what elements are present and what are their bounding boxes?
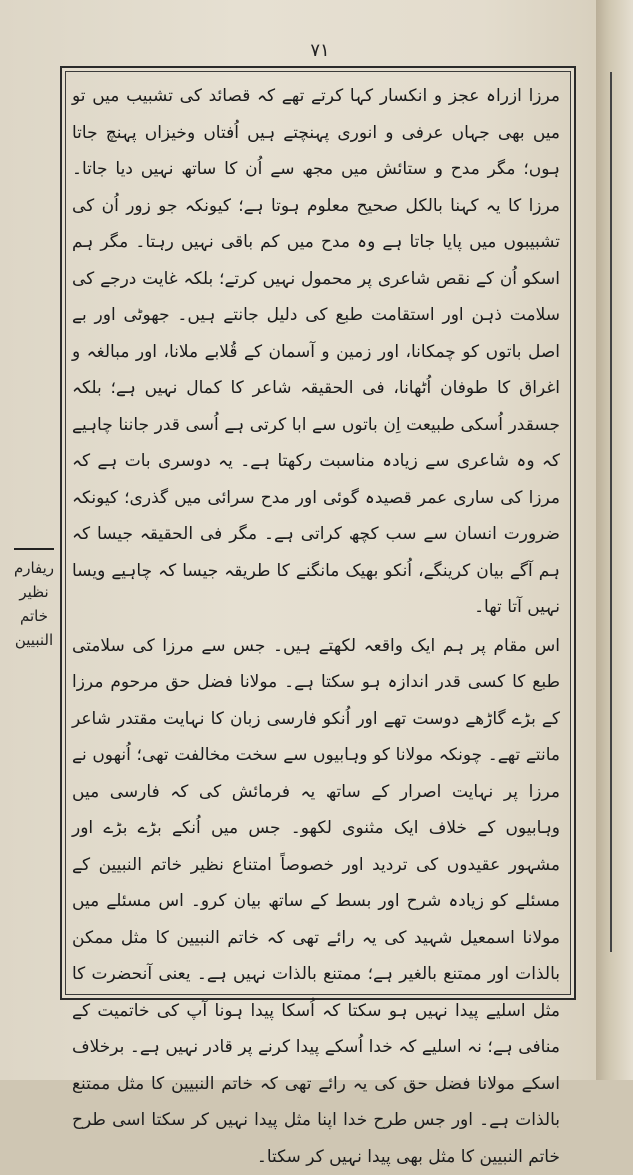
facing-page-edge [596, 0, 633, 1080]
paragraph-1: مرزا ازراہ عجز و انکسار کہا کرتے تھے کہ قصائد کی تشبیب میں تو میں بھی جہاں عرفی و انوری پہنچتے ہیں اُفتاں وخیزاں پہنچ جاتا ہوں؛ مگر مدح و ستائش میں مجھ سے اُن کا ساتھ نہیں دیا جاتا۔ مرزا کا یہ کہنا بالکل صحیح معلوم ہوتا ہے؛ کیونکہ جو زور اُن کی تشبیبوں میں پایا جاتا ہے وہ مدح میں کم باقی نہیں رہتا۔ مگر ہم اسکو اُن کے نقص شاعری پر محمول نہیں کرتے؛ بلکہ غایت درجے کی سلامت ذہن اور استقامت طبع کی دلیل جانتے ہیں۔ جھوٹی اور بے اصل باتوں کو چمکانا، اور زمین و آسمان کے قُلابے ملانا، اور مبالغہ و اغراق کا طوفان اُٹھانا، فی الحقیقہ شاعر کا کمال نہیں ہے؛ بلکہ جسقدر اُسکی طبیعت اِن باتوں سے ابا کرتی ہے اُسی قدر جاننا چاہیے کہ وہ شاعری سے زیادہ مناسبت رکھتا ہے۔ یہ دوسری بات ہے کہ مرزا کی ساری عمر قصیدہ گوئی اور مدح سرائی میں گذری؛ کیونکہ ضرورت انسان سے سب کچھ کراتی ہے۔ مگر فی الحقیقہ جیسا کہ ہم آگے بیان کرینگے، اُنکو بھیک مانگنے کا طریقہ جیسا کہ چاہیے ویسا نہیں آتا تھا۔ [72, 78, 560, 626]
margin-mark-icon [14, 540, 54, 550]
margin-note-line-3: خاتم النبیین [6, 604, 62, 652]
margin-note-line-2: نظیر [6, 580, 62, 604]
paragraph-2: اس مقام پر ہم ایک واقعہ لکھتے ہیں۔ جس سے مرزا کی سلامتی طبع کا کسی قدر اندازہ ہو سکتا ہے۔ مولانا فضل حق مرحوم مرزا کے بڑے گاڑھے دوست تھے اور اُنکو فارسی زبان کا نہایت مقتدر شاعر مانتے تھے۔ چونکہ مولانا کو وہابیوں سے سخت مخالفت تھی؛ اُنھوں نے مرزا پر نہایت اصرار کے ساتھ یہ فرمائش کی کہ فارسی میں وہابیوں کے خلاف ایک مثنوی لکھو۔ جس میں اُنکے بڑے بڑے اور مشہور عقیدوں کی تردید اور خصوصاً امتناع نظیر خاتم النبیین کے مسئلے کو زیادہ شرح اور بسط کے ساتھ بیان کرو۔ اس مسئلے میں مولانا اسمعیل شہید کی یہ رائے تھی کہ خاتم النبیین کا مثل ممکن بالذات اور ممتنع بالغیر ہے؛ ممتنع بالذات نہیں ہے۔ یعنی آنحضرت کا مثل اسلیے پیدا نہیں ہو سکتا کہ اُسکا پیدا ہونا آپ کی خاتمیت کے منافی ہے؛ نہ اسلیے کہ خدا اُسکے پیدا کرنے پر قادر نہیں ہے۔ برخلاف اسکے مولانا فضل حق کی یہ رائے تھی کہ خاتم النبیین کا مثل ممتنع بالذات ہے۔ اور جس طرح خدا اپنا مثل پیدا نہیں کر سکتا اسی طرح خاتم النبیین کا مثل بھی پیدا نہیں کر سکتا۔ [72, 628, 560, 1175]
page-number: ۷۱ [300, 40, 340, 61]
handwritten-margin-note [6, 540, 62, 652]
margin-note-line-1: ریفارم [6, 556, 62, 580]
main-text [72, 78, 560, 1175]
facing-page-frame [610, 72, 633, 952]
